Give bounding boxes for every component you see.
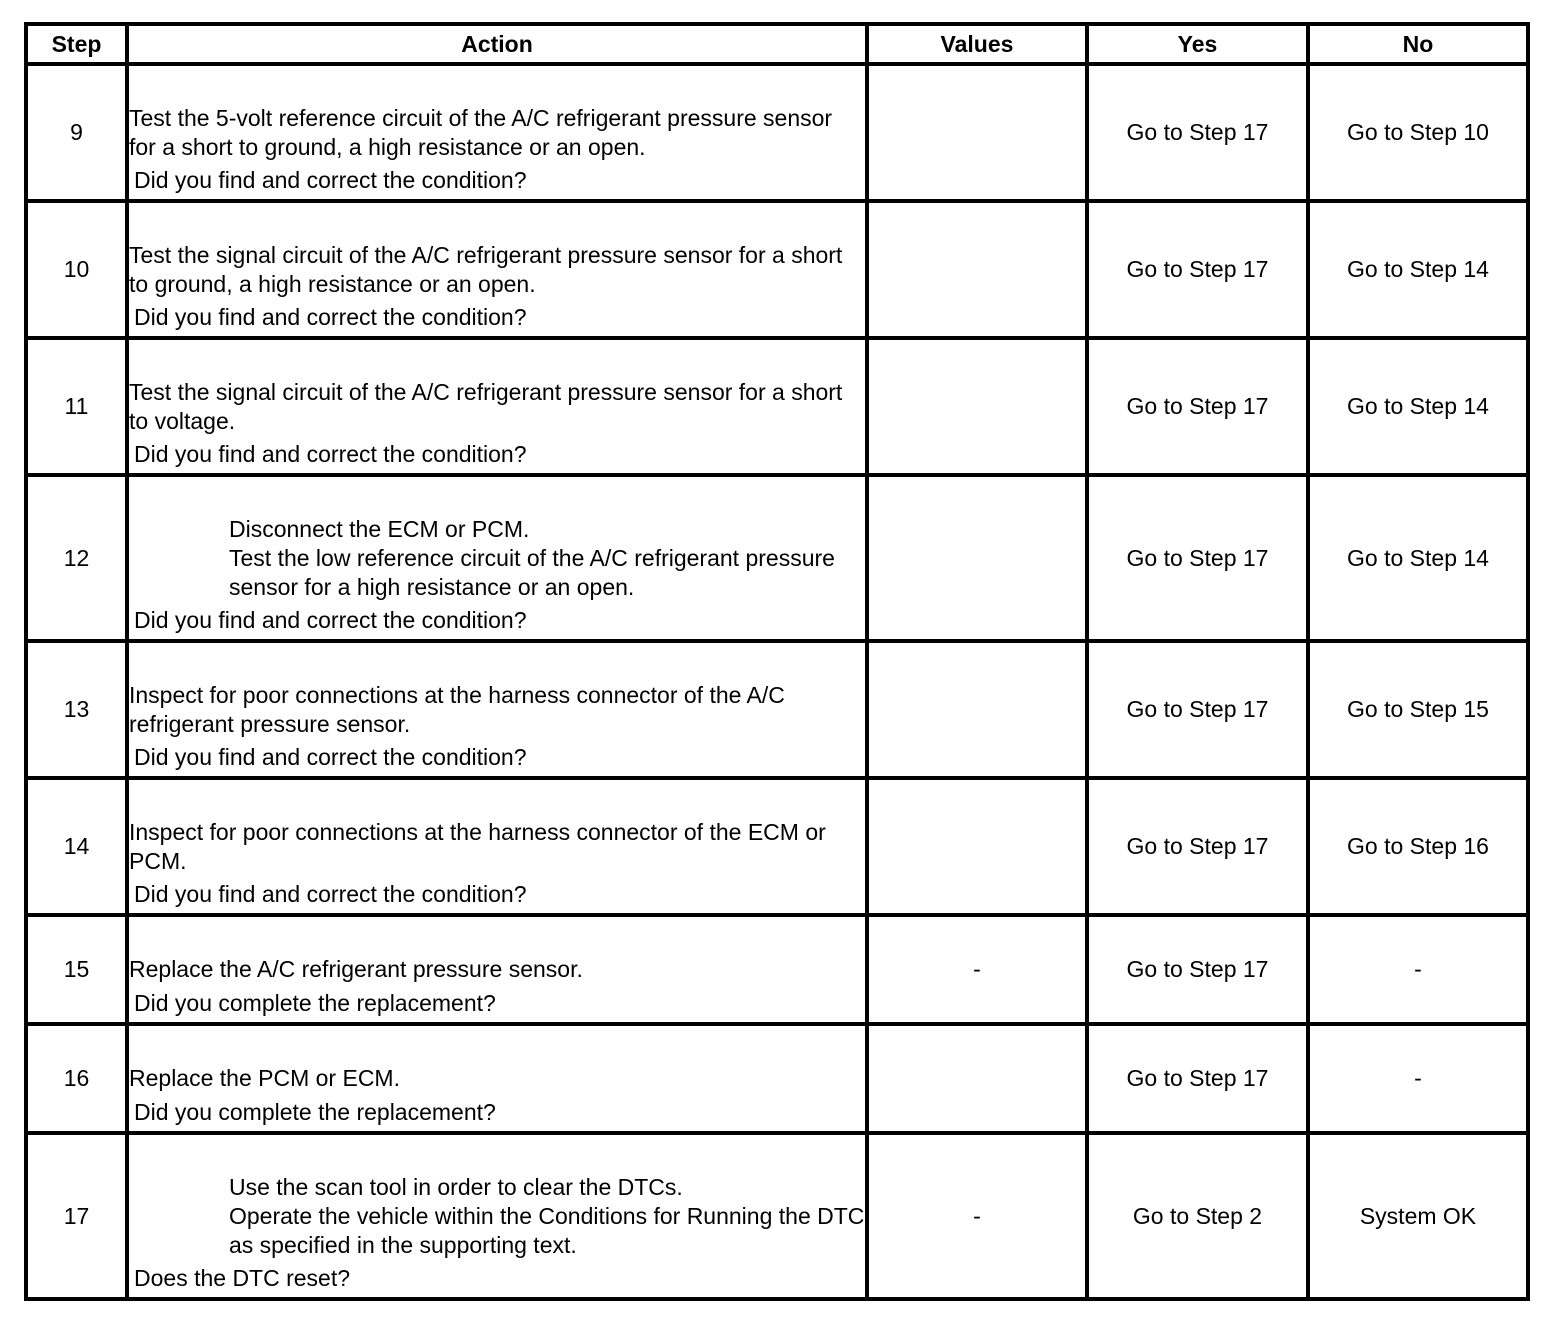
table-row (26, 64, 1528, 201)
table-body (26, 64, 1528, 1299)
yes-outcome: Go to Step 17 (1087, 64, 1308, 201)
yes-outcome: Go to Step 17 (1087, 201, 1308, 338)
action-question: Did you find and correct the condition? (134, 881, 527, 907)
table-row (26, 915, 1528, 1024)
values-cell (867, 475, 1087, 641)
action-cell (127, 201, 867, 338)
values-cell: - (867, 1133, 1087, 1299)
action-instructions (129, 1173, 865, 1260)
action-cell (127, 778, 867, 915)
action-instruction: Use the scan tool in order to clear the DTCs. (229, 1173, 683, 1200)
yes-outcome: Go to Step 17 (1087, 338, 1308, 475)
action-instruction: Operate the vehicle within the Conditions for Running the DTC as specified in the supporting text. (229, 1202, 865, 1258)
no-outcome: Go to Step 15 (1308, 641, 1528, 778)
step-number: 16 (26, 1024, 127, 1133)
table-row (26, 1133, 1528, 1299)
action-text: Test the signal circuit of the A/C refrigerant pressure sensor for a short to voltage. (129, 378, 843, 434)
table-row (26, 1024, 1528, 1133)
action-instruction: Test the low reference circuit of the A/C refrigerant pressure sensor for a high resistance or an open. (229, 544, 835, 600)
action-instruction: Disconnect the ECM or PCM. (229, 515, 530, 542)
no-outcome: Go to Step 10 (1308, 64, 1528, 201)
action-question: Did you complete the replacement? (134, 1099, 496, 1125)
values-cell (867, 338, 1087, 475)
no-outcome: Go to Step 14 (1308, 475, 1528, 641)
no-outcome: System OK (1308, 1133, 1528, 1299)
yes-outcome: Go to Step 17 (1087, 778, 1308, 915)
table-row (26, 201, 1528, 338)
header-yes: Yes (1087, 24, 1308, 64)
step-number: 15 (26, 915, 127, 1024)
yes-outcome: Go to Step 17 (1087, 915, 1308, 1024)
action-cell (127, 1133, 867, 1299)
action-text: Inspect for poor connections at the harness connector of the ECM or PCM. (129, 818, 826, 874)
values-cell: - (867, 915, 1087, 1024)
step-number: 10 (26, 201, 127, 338)
action-question: Does the DTC reset? (134, 1265, 351, 1291)
step-number: 11 (26, 338, 127, 475)
diagnostic-table (24, 22, 1530, 1301)
table-row (26, 778, 1528, 915)
action-text: Test the 5-volt reference circuit of the A/C refrigerant pressure sensor for a short to ground, a high resistance or an open. (129, 104, 833, 160)
action-text: Test the signal circuit of the A/C refrigerant pressure sensor for a short to ground, a high resistance or an open. (129, 241, 843, 297)
header-row (26, 24, 1528, 64)
yes-outcome: Go to Step 17 (1087, 641, 1308, 778)
action-question: Did you find and correct the condition? (134, 744, 527, 770)
step-number: 13 (26, 641, 127, 778)
step-number: 17 (26, 1133, 127, 1299)
action-text: Replace the A/C refrigerant pressure sensor. (129, 956, 583, 982)
values-cell (867, 1024, 1087, 1133)
table-row (26, 475, 1528, 641)
header-step: Step (26, 24, 127, 64)
yes-outcome: Go to Step 17 (1087, 1024, 1308, 1133)
action-question: Did you find and correct the condition? (134, 167, 527, 193)
yes-outcome: Go to Step 17 (1087, 475, 1308, 641)
header-values: Values (867, 24, 1087, 64)
no-outcome: Go to Step 16 (1308, 778, 1528, 915)
values-cell (867, 641, 1087, 778)
action-text: Replace the PCM or ECM. (129, 1065, 400, 1091)
action-question: Did you find and correct the condition? (134, 607, 527, 633)
no-outcome: Go to Step 14 (1308, 201, 1528, 338)
values-cell (867, 64, 1087, 201)
action-cell (127, 475, 867, 641)
header-action: Action (127, 24, 867, 64)
action-cell (127, 64, 867, 201)
action-cell (127, 1024, 867, 1133)
action-cell (127, 641, 867, 778)
action-question: Did you complete the replacement? (134, 990, 496, 1016)
action-text: Inspect for poor connections at the harness connector of the A/C refrigerant pressure sensor. (129, 681, 785, 737)
header-no: No (1308, 24, 1528, 64)
step-number: 14 (26, 778, 127, 915)
action-instructions (129, 515, 865, 602)
values-cell (867, 201, 1087, 338)
action-cell (127, 915, 867, 1024)
action-cell (127, 338, 867, 475)
no-outcome: - (1308, 915, 1528, 1024)
no-outcome: - (1308, 1024, 1528, 1133)
yes-outcome: Go to Step 2 (1087, 1133, 1308, 1299)
action-question: Did you find and correct the condition? (134, 441, 527, 467)
step-number: 9 (26, 64, 127, 201)
table-row (26, 641, 1528, 778)
action-question: Did you find and correct the condition? (134, 304, 527, 330)
step-number: 12 (26, 475, 127, 641)
no-outcome: Go to Step 14 (1308, 338, 1528, 475)
table-row (26, 338, 1528, 475)
values-cell (867, 778, 1087, 915)
